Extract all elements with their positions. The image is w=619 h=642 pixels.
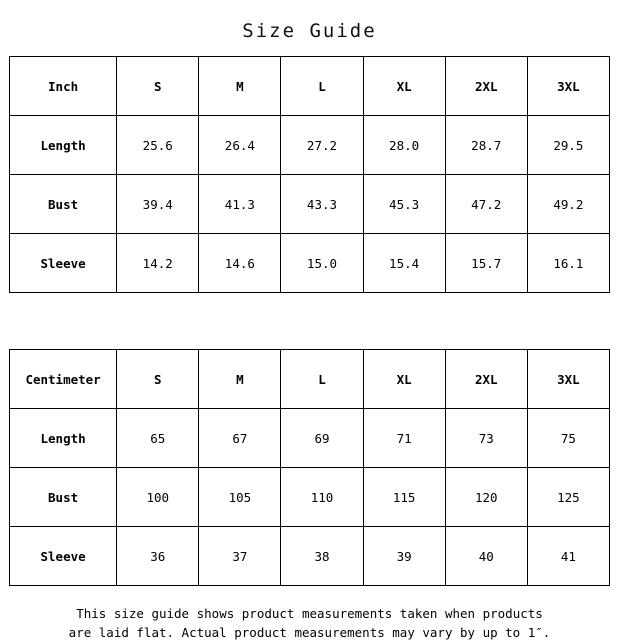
cell-sleeve-m: 37 bbox=[199, 527, 281, 586]
cell-length-m: 26.4 bbox=[199, 116, 281, 175]
column-header-3xl: 3XL bbox=[527, 57, 609, 116]
row-label-sleeve: Sleeve bbox=[10, 527, 117, 586]
cell-length-s: 25.6 bbox=[117, 116, 199, 175]
cell-sleeve-2xl: 15.7 bbox=[445, 234, 527, 293]
row-label-bust: Bust bbox=[10, 175, 117, 234]
table-row bbox=[10, 468, 610, 527]
table-row bbox=[10, 175, 610, 234]
table-row bbox=[10, 527, 610, 586]
footnote-line-2: are laid flat. Actual product measurements may vary by up to 1″. bbox=[68, 625, 551, 640]
row-label-bust: Bust bbox=[10, 468, 117, 527]
row-label-sleeve: Sleeve bbox=[10, 234, 117, 293]
column-header-l: L bbox=[281, 350, 363, 409]
cell-bust-xl: 45.3 bbox=[363, 175, 445, 234]
cell-length-l: 27.2 bbox=[281, 116, 363, 175]
column-header-m: M bbox=[199, 57, 281, 116]
cell-bust-l: 43.3 bbox=[281, 175, 363, 234]
cell-length-s: 65 bbox=[117, 409, 199, 468]
cell-length-3xl: 75 bbox=[527, 409, 609, 468]
cell-sleeve-l: 15.0 bbox=[281, 234, 363, 293]
cell-length-l: 69 bbox=[281, 409, 363, 468]
cell-bust-2xl: 120 bbox=[445, 468, 527, 527]
cell-bust-m: 105 bbox=[199, 468, 281, 527]
column-header-2xl: 2XL bbox=[445, 350, 527, 409]
cell-sleeve-3xl: 16.1 bbox=[527, 234, 609, 293]
size-guide-footnote bbox=[0, 586, 619, 642]
cell-sleeve-2xl: 40 bbox=[445, 527, 527, 586]
footnote-line-1: This size guide shows product measurements taken when products bbox=[76, 606, 543, 621]
column-header-2xl: 2XL bbox=[445, 57, 527, 116]
unit-label-inch: Inch bbox=[10, 57, 117, 116]
table-row bbox=[10, 409, 610, 468]
table-row bbox=[10, 116, 610, 175]
cell-sleeve-xl: 15.4 bbox=[363, 234, 445, 293]
cell-length-2xl: 28.7 bbox=[445, 116, 527, 175]
cell-bust-3xl: 49.2 bbox=[527, 175, 609, 234]
cell-sleeve-s: 14.2 bbox=[117, 234, 199, 293]
cell-sleeve-3xl: 41 bbox=[527, 527, 609, 586]
row-label-length: Length bbox=[10, 116, 117, 175]
size-table-inch bbox=[9, 56, 610, 293]
column-header-xl: XL bbox=[363, 57, 445, 116]
column-header-s: S bbox=[117, 350, 199, 409]
cell-bust-s: 39.4 bbox=[117, 175, 199, 234]
table-row bbox=[10, 234, 610, 293]
unit-label-centimeter: Centimeter bbox=[10, 350, 117, 409]
cell-length-m: 67 bbox=[199, 409, 281, 468]
cell-length-xl: 71 bbox=[363, 409, 445, 468]
column-header-3xl: 3XL bbox=[527, 350, 609, 409]
table-header-row bbox=[10, 57, 610, 116]
cell-sleeve-l: 38 bbox=[281, 527, 363, 586]
cell-length-2xl: 73 bbox=[445, 409, 527, 468]
cell-bust-l: 110 bbox=[281, 468, 363, 527]
cell-sleeve-xl: 39 bbox=[363, 527, 445, 586]
cell-bust-2xl: 47.2 bbox=[445, 175, 527, 234]
column-header-m: M bbox=[199, 350, 281, 409]
cell-length-xl: 28.0 bbox=[363, 116, 445, 175]
page-title: Size Guide bbox=[242, 20, 377, 42]
cell-bust-s: 100 bbox=[117, 468, 199, 527]
cell-sleeve-m: 14.6 bbox=[199, 234, 281, 293]
size-table-centimeter bbox=[9, 349, 610, 586]
column-header-xl: XL bbox=[363, 350, 445, 409]
cell-bust-3xl: 125 bbox=[527, 468, 609, 527]
table-spacer bbox=[0, 293, 619, 349]
cell-length-3xl: 29.5 bbox=[527, 116, 609, 175]
column-header-s: S bbox=[117, 57, 199, 116]
row-label-length: Length bbox=[10, 409, 117, 468]
cell-sleeve-s: 36 bbox=[117, 527, 199, 586]
column-header-l: L bbox=[281, 57, 363, 116]
table-header-row bbox=[10, 350, 610, 409]
cell-bust-m: 41.3 bbox=[199, 175, 281, 234]
cell-bust-xl: 115 bbox=[363, 468, 445, 527]
